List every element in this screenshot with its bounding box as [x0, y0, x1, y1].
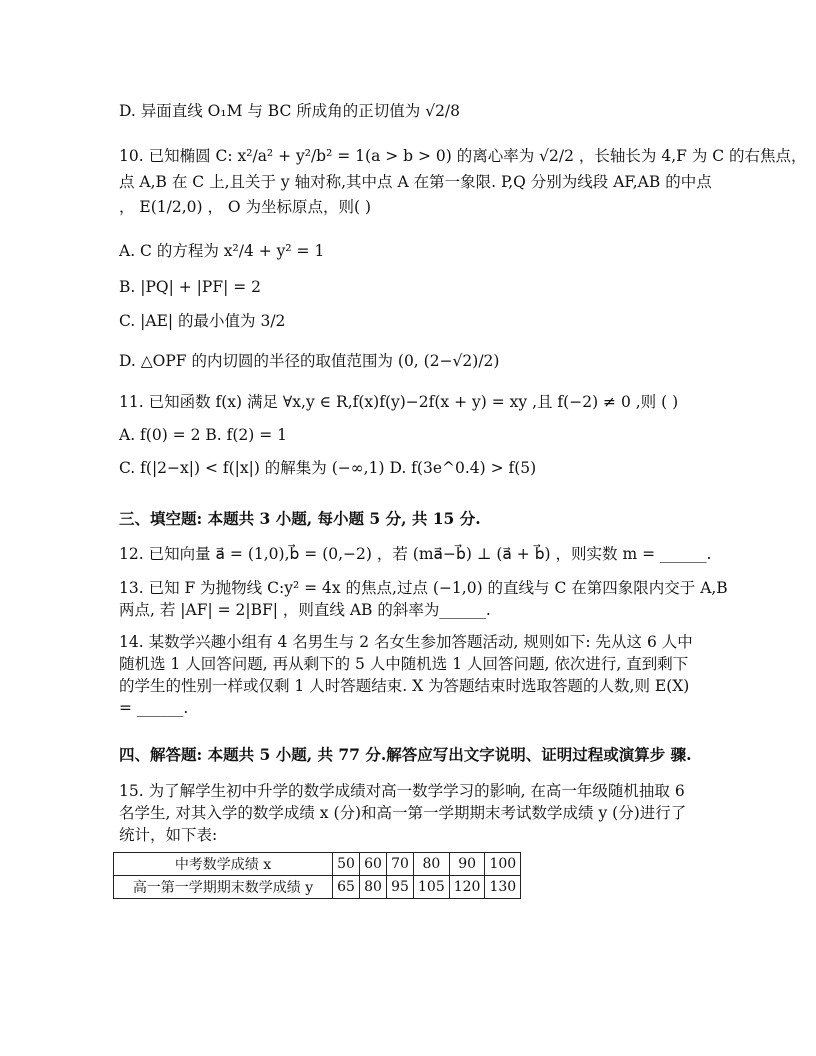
section-4-heading: 四、解答题: 本题共 5 小题, 共 77 分.解答应写出文字说明、证明过程或演算步 骤. [119, 745, 692, 764]
table-cell: 90 [449, 853, 485, 876]
q13-stem-line-2: 两点, 若 |AF| = 2|BF| ，则直线 AB 的斜率为______. [119, 601, 491, 619]
q10-stem-line-2: 点 A,B 在 C 上,且关于 y 轴对称,其中点 A 在第一象限. P,Q 分别为线段 AF,AB 的中点 [119, 173, 712, 191]
section-3-heading: 三、填空题: 本题共 3 小题, 每小题 5 分, 共 15 分. [119, 509, 481, 528]
table-row-label: 中考数学成绩 x [114, 853, 333, 876]
q10-option-a: A. C 的方程为 x²/4 + y² = 1 [119, 242, 325, 260]
q14-line-3: 的学生的性别一样或仅剩 1 人时答题结束. X 为答题结束时选取答题的人数,则 E(X) [119, 677, 690, 695]
table-row [114, 853, 521, 876]
q12-stem: 12. 已知向量 a⃗ = (1,0),b⃗ = (0,−2) ，若 (ma⃗−b⃗) ⊥ (a⃗ + b⃗) ，则实数 m = ______. [119, 545, 712, 563]
q11-options-cd: C. f(|2−x|) < f(|x|) 的解集为 (−∞,1) D. f(3e^0.4) > f(5) [119, 459, 537, 477]
table-cell: 95 [387, 876, 414, 899]
table-cell: 80 [360, 876, 387, 899]
table-cell: 105 [414, 876, 450, 899]
q14-line-1: 14. 某数学兴趣小组有 4 名男生与 2 名女生参加答题活动, 规则如下: 先从这 6 人中 [119, 633, 693, 651]
q10-stem-line-3: ， E(1/2,0) ， O 为坐标原点，则( ) [119, 198, 372, 216]
table-cell: 65 [333, 876, 360, 899]
table-cell: 80 [414, 853, 450, 876]
q15-line-1: 15. 为了解学生初中升学的数学成绩对高一数学学习的影响, 在高一年级随机抽取 6 [119, 782, 685, 800]
q10-option-b: B. |PQ| + |PF| = 2 [119, 278, 261, 296]
score-table [113, 852, 521, 899]
q14-line-4: = ______. [119, 699, 189, 717]
table-cell: 50 [333, 853, 360, 876]
table-cell: 100 [485, 853, 521, 876]
table-cell: 130 [485, 876, 521, 899]
q11-options-ab: A. f(0) = 2 B. f(2) = 1 [119, 426, 288, 444]
q10-option-d: D. △OPF 的内切圆的半径的取值范围为 (0, (2−√2)/2) [119, 352, 500, 370]
q9-option-d: D. 异面直线 O₁M 与 BC 所成角的正切值为 √2/8 [119, 102, 461, 120]
table-cell: 120 [449, 876, 485, 899]
q11-stem: 11. 已知函数 f(x) 满足 ∀x,y ∈ R,f(x)f(y)−2f(x + y) = xy ,且 f(−2) ≠ 0 ,则 ( ) [119, 393, 679, 411]
q10-stem-line-1: 10. 已知椭圆 C: x²/a² + y²/b² = 1(a > b > 0) 的离心率为 √2/2 ，长轴长为 4,F 为 C 的右焦点， [119, 147, 807, 165]
q10-option-c: C. |AE| 的最小值为 3/2 [119, 312, 286, 330]
q14-line-2: 随机选 1 人回答问题, 再从剩下的 5 人中随机选 1 人回答问题, 依次进行, 直到剩下 [119, 655, 689, 673]
table-row-label: 高一第一学期期末数学成绩 y [114, 876, 333, 899]
q13-stem-line-1: 13. 已知 F 为抛物线 C:y² = 4x 的焦点,过点 (−1,0) 的直线与 C 在第四象限内交于 A,B [119, 579, 728, 597]
table-cell: 70 [387, 853, 414, 876]
q15-line-2: 名学生, 对其入学的数学成绩 x (分)和高一第一学期期末考试数学成绩 y (分)进行了 [119, 804, 687, 822]
table-cell: 60 [360, 853, 387, 876]
table-row [114, 876, 521, 899]
q15-line-3: 统计，如下表: [119, 826, 218, 844]
